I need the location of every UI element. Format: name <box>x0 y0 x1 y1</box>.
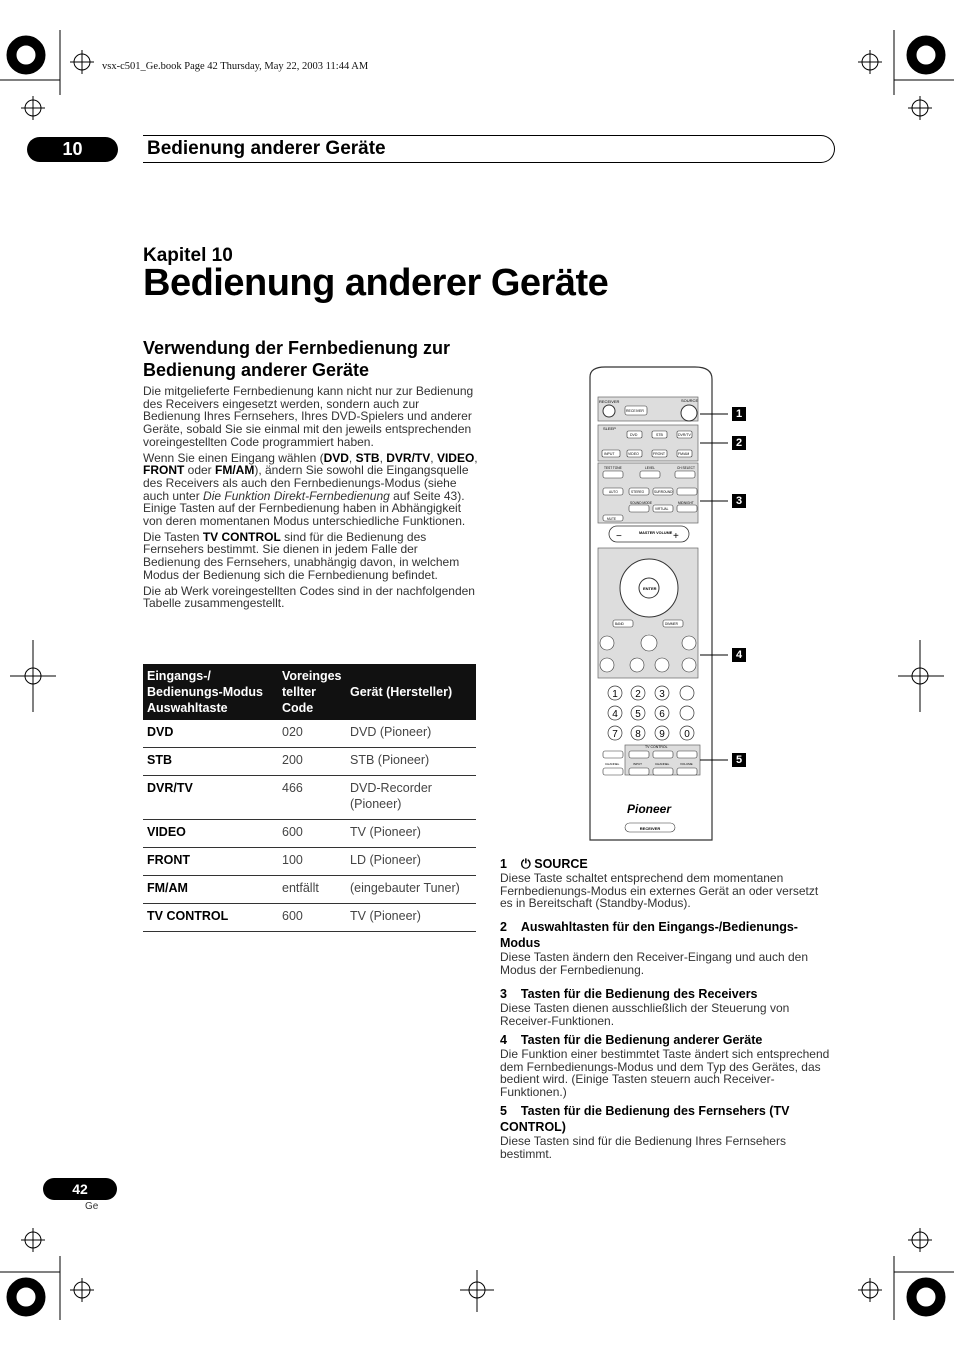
table-cell: DVD <box>143 720 278 748</box>
print-header: vsx-c501_Ge.book Page 42 Thursday, May 22, 2003 11:44 AM <box>102 61 369 72</box>
svg-text:SOUND MODE: SOUND MODE <box>630 501 652 505</box>
svg-text:DVD: DVD <box>630 433 638 437</box>
svg-text:4: 4 <box>612 709 618 720</box>
svg-text:FRONT: FRONT <box>653 452 666 456</box>
svg-text:1: 1 <box>612 689 618 700</box>
paragraph-intro: Die mitgelieferte Fernbedienung kann nicht nur zur Bedienung des Receivers eingesetzt werden, sondern auch zur Bedienung Ihres Fernsehers, Ihres DVD-Spielers und anderer Geräte, sobald Sie sie einmal mit den jeweils entsprechenden voreingestellten Code programmiert haben. <box>143 384 474 449</box>
description-heading: 2 Auswahltasten für den Eingangs-/Bedienungs-Modus <box>500 920 798 950</box>
page-language: Ge <box>85 1201 99 1212</box>
svg-text:MUTE: MUTE <box>607 517 617 521</box>
table-cell: FRONT <box>143 848 278 876</box>
kapitel-label: Kapitel 10 <box>143 245 233 266</box>
table-cell: LD (Pioneer) <box>346 848 476 876</box>
callout-1: 1 <box>732 407 746 421</box>
callout-lines <box>700 400 750 780</box>
svg-text:0: 0 <box>684 729 690 740</box>
description-heading: 3 Tasten für die Bedienung des Receivers <box>500 987 758 1001</box>
table-row <box>143 748 476 776</box>
callout-4: 4 <box>732 648 746 662</box>
svg-text:AUTO: AUTO <box>609 490 618 494</box>
description-2 <box>500 919 833 976</box>
table-cell: VIDEO <box>143 820 278 848</box>
svg-text:FM/AM: FM/AM <box>678 452 690 456</box>
svg-text:BAND: BAND <box>615 622 624 626</box>
svg-text:CHANNEL: CHANNEL <box>605 762 620 766</box>
page-title: Bedienung anderer Geräte <box>143 262 609 304</box>
svg-text:RECEIVER: RECEIVER <box>599 399 620 404</box>
table-cell: FM/AM <box>143 876 278 904</box>
chapter-bar-title: Bedienung anderer Geräte <box>147 138 386 159</box>
table-cell: DVD (Pioneer) <box>346 720 476 748</box>
preset-code-table <box>143 664 476 932</box>
power-icon: ⏻ <box>520 857 531 871</box>
description-heading: 4 Tasten für die Bedienung anderer Geräte <box>500 1033 763 1047</box>
description-text: Diese Taste schaltet entsprechend dem momentanen Fernbedienungs-Modus ein externes Gerät an oder versetzt es in Bereitschaft (Standby-Modus). <box>500 871 819 911</box>
table-row <box>143 720 476 748</box>
table-cell: STB (Pioneer) <box>346 748 476 776</box>
svg-text:CHANNEL: CHANNEL <box>655 762 670 766</box>
svg-text:7: 7 <box>612 729 618 740</box>
description-heading: 1 ⏻ SOURCE <box>500 857 588 871</box>
table-cell: entfällt <box>278 876 346 904</box>
table-row <box>143 876 476 904</box>
svg-text:2: 2 <box>635 689 641 700</box>
table-cell: DVD-Recorder (Pioneer) <box>346 776 476 820</box>
svg-text:−: − <box>616 531 622 542</box>
table-cell: TV CONTROL <box>143 904 278 932</box>
svg-text:STEREO: STEREO <box>631 490 645 494</box>
table-cell: 600 <box>278 820 346 848</box>
callout-5: 5 <box>732 753 746 767</box>
svg-text:LEVEL: LEVEL <box>645 466 655 470</box>
table-row <box>143 776 476 820</box>
description-1 <box>500 856 833 910</box>
description-text: Diese Tasten dienen ausschließlich der Steuerung von Receiver-Funktionen. <box>500 1001 790 1028</box>
table-header-row <box>143 664 476 720</box>
svg-text:TEST TONE: TEST TONE <box>604 466 622 470</box>
svg-text:8: 8 <box>635 729 641 740</box>
svg-text:RECEIVER: RECEIVER <box>639 826 661 831</box>
svg-text:VIDEO: VIDEO <box>628 452 639 456</box>
callout-3: 3 <box>732 494 746 508</box>
table-cell: 466 <box>278 776 346 820</box>
svg-text:VIRTUAL: VIRTUAL <box>655 507 669 511</box>
svg-text:STB: STB <box>656 433 663 437</box>
paragraph-table-intro: Die ab Werk voreingestellten Codes sind in der nachfolgenden Tabelle zusammengestellt. <box>143 583 475 611</box>
svg-text:SLEEP: SLEEP <box>603 426 616 431</box>
svg-text:CH SELECT: CH SELECT <box>677 466 695 470</box>
description-text: Diese Tasten sind für die Bedienung Ihres Fernsehers bestimmt. <box>500 1134 786 1161</box>
body-text <box>143 385 478 613</box>
svg-text:MASTER VOLUME: MASTER VOLUME <box>639 531 673 535</box>
table-cell: TV (Pioneer) <box>346 820 476 848</box>
svg-text:5: 5 <box>635 709 641 720</box>
svg-text:3: 3 <box>659 689 665 700</box>
description-text: Diese Tasten ändern den Receiver-Eingang und auch den Modus der Fernbedienung. <box>500 950 808 977</box>
table-cell: 200 <box>278 748 346 776</box>
description-heading: 5 Tasten für die Bedienung des Fernsehers (TV CONTROL) <box>500 1104 790 1134</box>
table-header: Eingangs-/ Bedienungs-Modus Auswahltaste <box>143 664 278 720</box>
table-cell: TV (Pioneer) <box>346 904 476 932</box>
table-cell: (eingebauter Tuner) <box>346 876 476 904</box>
chapter-number-badge: 10 <box>27 137 118 162</box>
paragraph-input-selection: Wenn Sie einen Eingang wählen (DVD, STB, DVR/TV, VIDEO, FRONT oder FM/AM), ändern Sie sowohl die Eingangsquelle des Receivers als auch den Fernbedienungs-Modus (siehe auch unter Die Funktion Direkt-Fernbedienung auf Seite 43). Einige Tasten auf der Fernbedienung haben in Abhängigkeit von deren momentanen Modus unterschiedliche Funktionen. <box>143 450 478 529</box>
table-header: Voreinges tellter Code <box>278 664 346 720</box>
callout-2: 2 <box>732 436 746 450</box>
table-cell: 020 <box>278 720 346 748</box>
svg-text:MIDNIGHT: MIDNIGHT <box>678 501 694 505</box>
svg-text:RECEIVER: RECEIVER <box>626 409 644 413</box>
table-header: Gerät (Hersteller) <box>346 664 476 720</box>
svg-text:DVR/TV: DVR/TV <box>678 433 691 437</box>
page-number: 42 <box>43 1178 117 1200</box>
section-heading: Verwendung der Fernbedienung zur Bedienung anderer Geräte <box>143 338 451 380</box>
svg-text:SURROUND: SURROUND <box>654 490 673 494</box>
table-cell: 100 <box>278 848 346 876</box>
svg-text:DIMMER: DIMMER <box>665 622 678 626</box>
svg-text:INPUT: INPUT <box>633 762 642 766</box>
description-3 <box>500 986 833 1027</box>
paragraph-tv-control: Die Tasten TV CONTROL sind für die Bedienung des Fernsehers bestimmt. Sie dienen in jedem Falle der Bedienung des Fernsehers, unabhängig davon, in welchem Modus der Bedienung sich die Fernbedienung befindet. <box>143 529 460 582</box>
svg-text:9: 9 <box>659 729 665 740</box>
svg-text:INPUT: INPUT <box>604 452 615 456</box>
table-cell: 600 <box>278 904 346 932</box>
svg-text:Pioneer: Pioneer <box>626 802 672 816</box>
table-row <box>143 820 476 848</box>
svg-text:+: + <box>673 531 679 542</box>
description-4 <box>500 1032 833 1099</box>
svg-text:6: 6 <box>659 709 665 720</box>
svg-text:SOURCE: SOURCE <box>681 398 699 403</box>
table-cell: DVR/TV <box>143 776 278 820</box>
table-row <box>143 848 476 876</box>
description-5 <box>500 1103 833 1160</box>
description-text: Die Funktion einer bestimmtet Taste ändert sich entsprechend dem Fernbedienungs-Modus und dem Typ des Gerätes, das bedient wird. (Einige Tasten steuern auch Receiver-Funktionen.) <box>500 1047 830 1100</box>
svg-text:VOLUME: VOLUME <box>680 762 693 766</box>
svg-text:TV CONTROL: TV CONTROL <box>645 745 668 749</box>
table-cell: STB <box>143 748 278 776</box>
table-row <box>143 904 476 932</box>
svg-text:ENTER: ENTER <box>643 586 657 591</box>
